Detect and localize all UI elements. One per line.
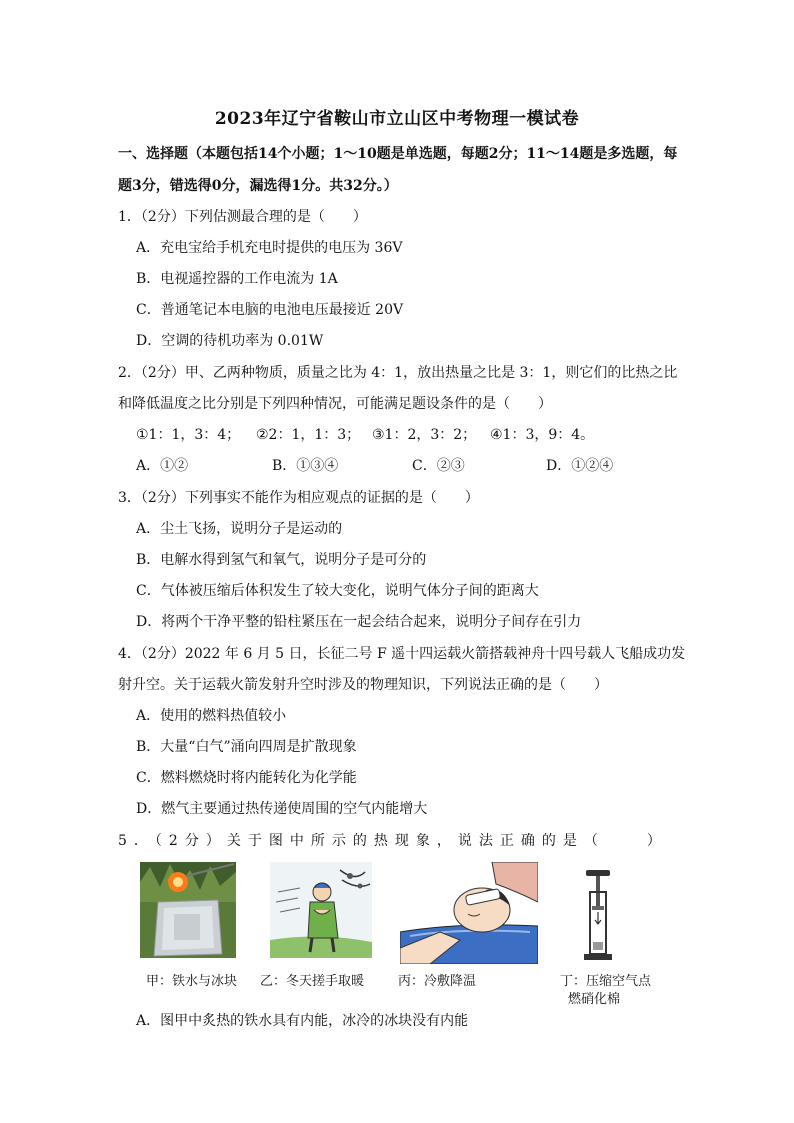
q3-stem: 3．（2分）下列事实不能作为相应观点的证据的是（ ） (118, 490, 479, 506)
q4-stem-line1: 4．（2分）2022 年 6 月 5 日，长征二号 F 遥十四运载火箭搭载神舟十四号载人飞船成功发 (118, 646, 686, 662)
caption-figure-b: 乙：冬天搓手取暖 (260, 974, 365, 989)
caption-figure-c: 丙：冷敷降温 (398, 974, 477, 989)
figure-cold-compress (400, 862, 538, 964)
q5-stem: 5．（2分）关于图中所示的热现象，说法正确的是（ ） (118, 833, 668, 849)
q4-option-c: C．燃料燃烧时将内能转化为化学能 (136, 770, 357, 786)
q4-stem-line2: 射升空。关于运载火箭发射升空时涉及的物理知识，下列说法正确的是（ ） (118, 677, 608, 693)
figure-molten-iron-ice (140, 862, 236, 958)
q3-option-b: B．电解水得到氢气和氧气，说明分子是可分的 (136, 552, 427, 568)
q1-option-d: D．空调的待机功率为 0.01W (136, 333, 324, 349)
q2-option-c: C．②③ (412, 458, 465, 474)
caption-figure-a: 甲：铁水与冰块 (146, 974, 238, 989)
page-title: 2023年辽宁省鞍山市立山区中考物理一模试卷 (214, 109, 580, 129)
q5-option-a: A．图甲中炙热的铁水具有内能，冰冷的冰块没有内能 (136, 1013, 469, 1029)
q3-option-a: A．尘土飞扬，说明分子是运动的 (136, 521, 343, 537)
q2-stem-line2: 和降低温度之比分别是下列四种情况，可能满足题设条件的是（ ） (118, 396, 552, 412)
q4-option-a: A．使用的燃料热值较小 (136, 708, 287, 724)
q2-case-1: ①1：1，3：4； (136, 427, 241, 443)
q2-case-3: ③1：2，3：2； (372, 427, 477, 443)
q4-option-d: D．燃气主要通过热传递使周围的空气内能增大 (136, 801, 428, 817)
q2-option-a: A．①② (136, 458, 189, 474)
q1-option-a: A．充电宝给手机充电时提供的电压为 36V (136, 240, 403, 256)
caption-figure-d-line1: 丁：压缩空气点 (560, 974, 652, 989)
q1-option-c: C．普通笔记本电脑的电池电压最接近 20V (136, 302, 404, 318)
q1-stem: 1．（2分）下列估测最合理的是（ ） (118, 209, 367, 225)
q2-stem-line1: 2．（2分）甲、乙两种物质，质量之比为 4：1，放出热量之比是 3：1，则它们的比热之比 (118, 365, 678, 381)
q2-case-4: ④1：3，9：4。 (490, 427, 595, 443)
figure-rubbing-hands (270, 862, 372, 958)
q1-option-b: B．电视遥控器的工作电流为 1A (136, 271, 338, 287)
q3-option-c: C．气体被压缩后体积发生了较大变化，说明气体分子间的距离大 (136, 583, 539, 599)
q4-option-b: B．大量“白气”涌向四周是扩散现象 (136, 739, 357, 755)
section-heading-line1: 一、选择题（本题包括14个小题；1～10题是单选题，每题2分；11～14题是多选题，每 (118, 146, 678, 162)
caption-figure-d-line2: 燃硝化棉 (568, 992, 621, 1007)
figure-air-compression (580, 862, 616, 966)
q2-option-d: D．①②④ (546, 458, 614, 474)
section-heading-line2: 题3分，错选得0分，漏选得1分。共32分。） (118, 178, 398, 194)
q2-option-b: B．①③④ (272, 458, 339, 474)
q3-option-d: D．将两个干净平整的铅柱紧压在一起会结合起来，说明分子间存在引力 (136, 614, 582, 630)
q2-case-2: ②2：1，1：3； (256, 427, 361, 443)
